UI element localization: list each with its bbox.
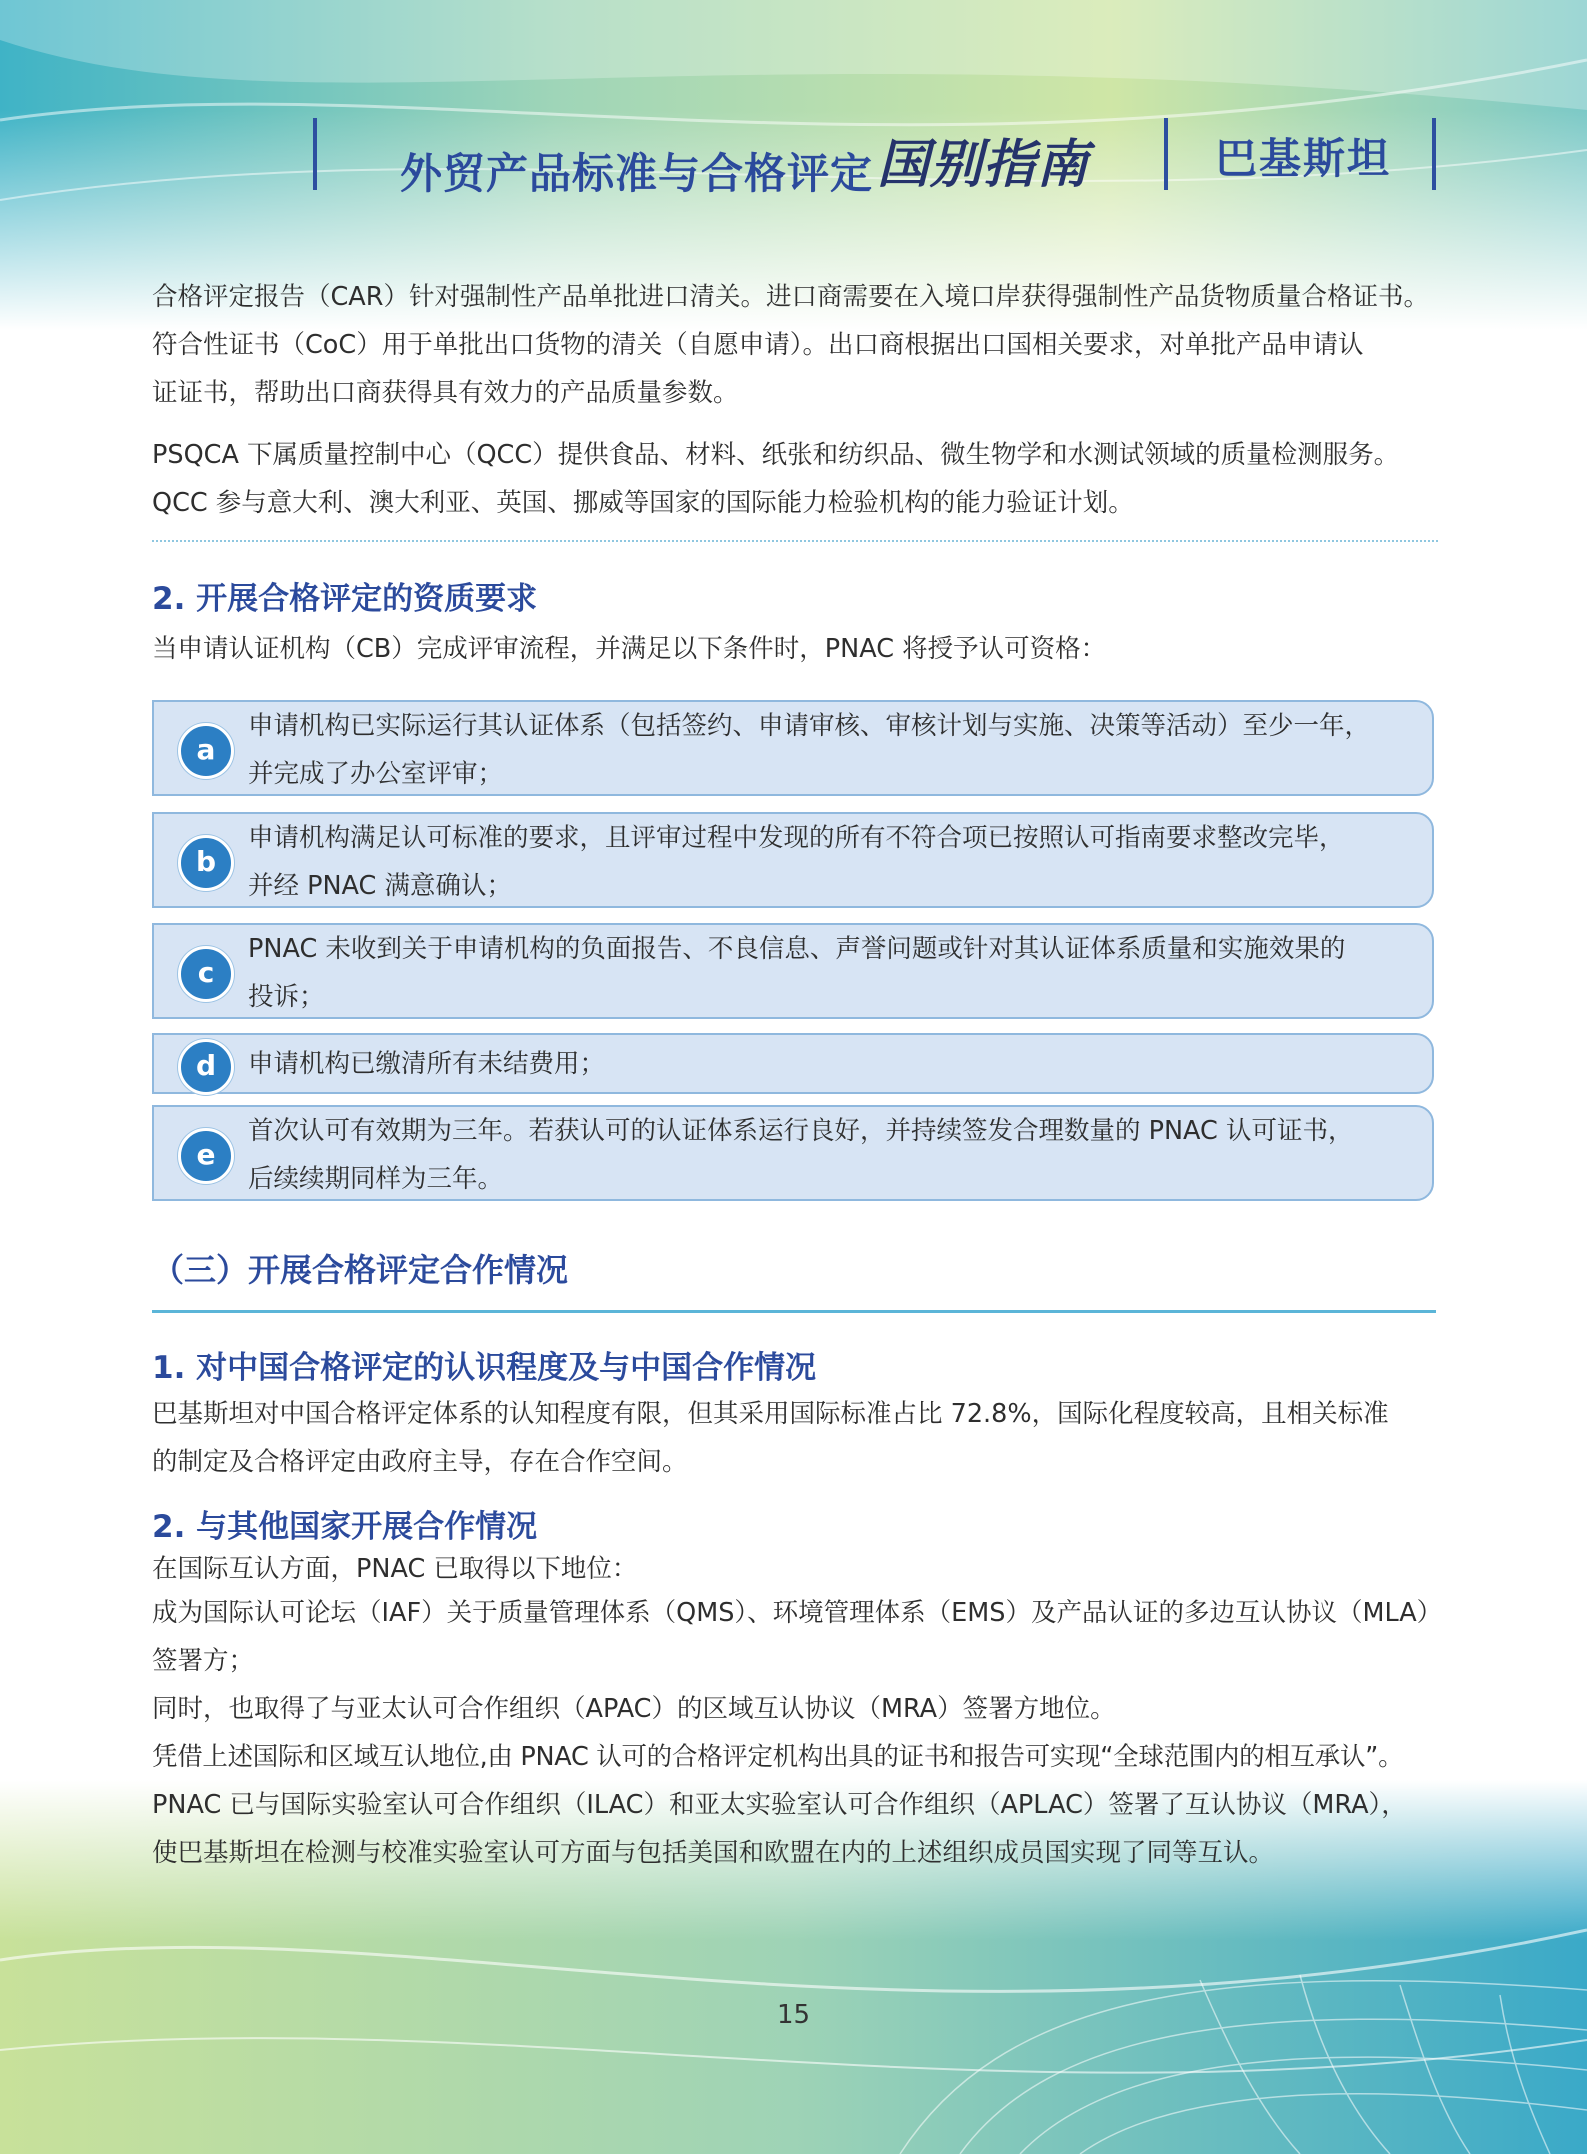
dotted-divider [152, 540, 1438, 542]
intro-p1-line-2: 符合性证书（CoC）用于单批出口货物的清关（自愿申请）。出口商根据出口国相关要求，对单批产品申请认 [152, 330, 1364, 360]
china-line-2: 的制定及合格评定由政府主导，存在合作空间。 [152, 1447, 688, 1477]
header-title-script: 国别指南 [877, 134, 1090, 195]
cooperation-line-6: 使巴基斯坦在检测与校准实验室认可方面与包括美国和欧盟在内的上述组织成员国实现了同等互认。 [152, 1838, 1275, 1868]
condition-badge-b: b [178, 835, 234, 891]
condition-box-b [152, 812, 1434, 908]
condition-d-line-1: 申请机构已缴清所有未结费用； [248, 1049, 606, 1079]
china-line-1: 巴基斯坦对中国合格评定体系的认知程度有限，但其采用国际标准占比 72.8%，国际化程度较高，且相关标准 [152, 1399, 1389, 1429]
condition-b-line-1: 申请机构满足认可标准的要求，且评审过程中发现的所有不符合项已按照认可指南要求整改完毕， [248, 823, 1345, 853]
china-cooperation-section [152, 1346, 1436, 1486]
cooperation-line-2: 签署方； [152, 1646, 255, 1676]
section-title-qualification: 2. 开展合格评定的资质要求 [152, 581, 538, 617]
intro-p2-line-2: QCC 参与意大利、澳大利亚、英国、挪威等国家的国际能力检验机构的能力验证计划。 [152, 488, 1134, 518]
condition-text-d [248, 1040, 1408, 1088]
other-countries-section [152, 1505, 1443, 1877]
condition-box-c [152, 923, 1434, 1019]
intro-p1-line-3: 证证书，帮助出口商获得具有效力的产品质量参数。 [152, 378, 739, 408]
condition-text-c [248, 925, 1408, 1021]
qualification-section [152, 577, 1436, 673]
condition-e-line-1: 首次认可有效期为三年。若获认可的认证体系运行良好，并持续签发合理数量的 PNAC 认可证书， [248, 1116, 1354, 1146]
condition-badge-a: a [178, 723, 234, 779]
condition-badge-d: d [178, 1039, 234, 1095]
mutual-recognition-lead: 在国际互认方面，PNAC 已取得以下地位： [152, 1554, 638, 1584]
qualification-lead: 当申请认证机构（CB）完成评审流程，并满足以下条件时，PNAC 将授予认可资格： [152, 634, 1107, 664]
header-left-divider [313, 118, 317, 190]
header-middle-divider [1164, 118, 1168, 190]
condition-badge-e: e [178, 1128, 234, 1184]
condition-b-line-2: 并经 PNAC 满意确认； [248, 871, 512, 901]
page-number: 15 [776, 2000, 811, 2030]
cooperation-line-3: 同时，也取得了与亚太认可合作组织（APAC）的区域互认协议（MRA）签署方地位。 [152, 1694, 1116, 1724]
condition-text-b [248, 814, 1408, 910]
subsection-title-other-countries: 2. 与其他国家开展合作情况 [152, 1509, 538, 1545]
cooperation-line-4: 凭借上述国际和区域互认地位,由 PNAC 认可的合格评定机构出具的证书和报告可实现“全球范围内的相互承认”。 [152, 1742, 1404, 1772]
condition-box-a [152, 700, 1434, 796]
condition-c-line-2: 投诉； [248, 982, 325, 1012]
section-underline [152, 1310, 1436, 1313]
condition-text-e [248, 1107, 1408, 1203]
condition-e-line-2: 后续续期同样为三年。 [248, 1164, 504, 1194]
condition-badge-c: c [178, 946, 234, 1002]
subsection-title-china: 1. 对中国合格评定的认识程度及与中国合作情况 [152, 1350, 817, 1386]
header-title-main: 外贸产品标准与合格评定 [400, 149, 874, 198]
intro-paragraph-2 [152, 431, 1436, 527]
condition-box-e [152, 1105, 1434, 1201]
header-country: 巴基斯坦 [1215, 134, 1392, 183]
intro-p1-line-1: 合格评定报告（CAR）针对强制性产品单批进口清关。进口商需要在入境口岸获得强制性产品货物质量合格证书。 [152, 282, 1429, 312]
cooperation-line-5: PNAC 已与国际实验室认可合作组织（ILAC）和亚太实验室认可合作组织（APLAC）签署了互认协议（MRA）， [152, 1790, 1407, 1820]
intro-paragraph-1 [152, 273, 1436, 417]
cooperation-line-1: 成为国际认可论坛（IAF）关于质量管理体系（QMS）、环境管理体系（EMS）及产品认证的多边互认协议（MLA） [152, 1598, 1443, 1628]
condition-box-d [152, 1033, 1434, 1094]
condition-a-line-1: 申请机构已实际运行其认证体系（包括签约、申请审核、审核计划与实施、决策等活动）至少一年， [248, 711, 1371, 741]
condition-c-line-1: PNAC 未收到关于申请机构的负面报告、不良信息、声誉问题或针对其认证体系质量和实施效果的 [248, 934, 1346, 964]
page-header-title [400, 128, 1089, 203]
condition-text-a [248, 702, 1408, 798]
section-title-cooperation: （三）开展合格评定合作情况 [152, 1251, 569, 1289]
header-right-divider [1432, 118, 1436, 190]
condition-a-line-2: 并完成了办公室评审； [248, 759, 504, 789]
intro-p2-line-1: PSQCA 下属质量控制中心（QCC）提供食品、材料、纸张和纺织品、微生物学和水测试领域的质量检测服务。 [152, 440, 1400, 470]
